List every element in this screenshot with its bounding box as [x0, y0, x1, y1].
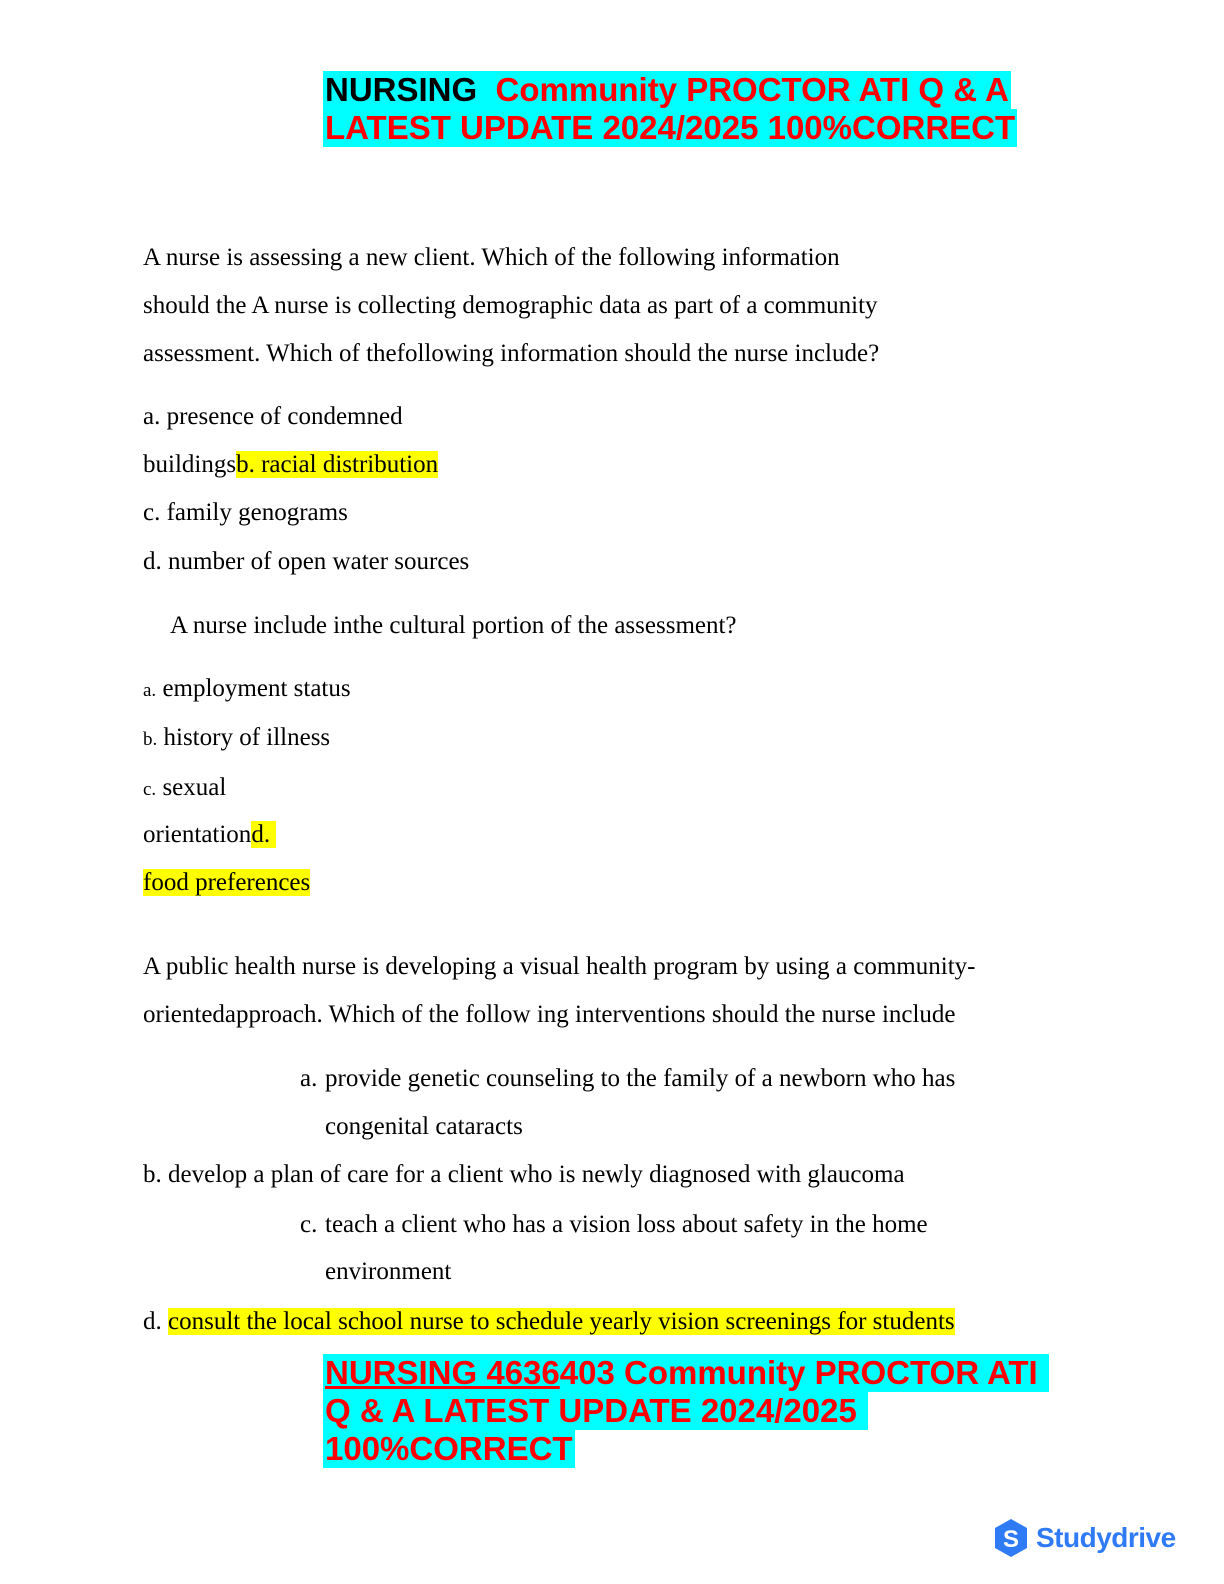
q1-line-3: assessment. Which of thefollowing information should the nurse include? [143, 340, 880, 367]
footer-title-line-3: 100%CORRECT [325, 1430, 573, 1467]
q3-option-a-line-1: provide genetic counseling to the family of a newborn who has [325, 1065, 956, 1092]
footer-title [323, 1354, 1049, 1468]
title-nursing: NURSING [325, 71, 478, 108]
footer-title-course-code: NURSING 4636 [325, 1354, 560, 1391]
q2-option-d-correct: food preferences [143, 869, 311, 896]
q2-option-c-letter: c. [143, 779, 157, 800]
q2-stem: A nurse include inthe cultural portion of the assessment? [170, 612, 737, 639]
document-title [323, 71, 1017, 147]
svg-text:S: S [1002, 1526, 1020, 1553]
q2-option-c-d-line [143, 820, 276, 850]
q3-option-a-letter: a. [300, 1065, 318, 1092]
q3-option-c-line-2: environment [325, 1258, 452, 1285]
q2-option-d-text [143, 868, 310, 898]
studydrive-logo-icon [992, 1518, 1030, 1558]
q2-option-a-text: employment status [156, 675, 351, 702]
title-course: Community PROCTOR ATI Q & A [495, 71, 1009, 108]
q1-option-a-cont: buildings [143, 451, 237, 478]
q1-option-d: d. number of open water sources [143, 548, 470, 575]
q2-option-c-text: sexual [156, 774, 227, 801]
q2-option-b-text: history of illness [157, 724, 331, 751]
studydrive-logo[interactable] [992, 1518, 1176, 1558]
title-update: LATEST UPDATE 2024/2025 100%CORRECT [325, 109, 1016, 146]
q2-option-d-letter-correct: d. [251, 821, 276, 848]
q3-option-b: b. develop a plan of care for a client who is newly diagnosed with glaucoma [143, 1161, 905, 1188]
q3-option-d-correct: consult the local school nurse to schedule yearly vision screenings for students [168, 1308, 955, 1335]
q1-option-c: c. family genograms [143, 499, 348, 526]
q3-option-d [143, 1307, 955, 1337]
q2-option-c-cont: orientation [143, 821, 252, 848]
q2-option-a-letter: a. [143, 680, 157, 701]
q3-option-d-letter: d. [143, 1308, 162, 1335]
footer-title-line-2: Q & A LATEST UPDATE 2024/2025 [323, 1392, 868, 1430]
q2-option-b [143, 723, 330, 755]
q1-option-a-b-line [143, 450, 438, 480]
q2-option-b-letter: b. [143, 729, 158, 750]
q1-line-1: A nurse is assessing a new client. Which of the following information [143, 244, 840, 271]
footer-title-line-1: 403 Community PROCTOR ATI [559, 1354, 1038, 1391]
q1-option-b-correct: b. racial distribution [236, 451, 439, 478]
q2-option-c [143, 773, 226, 805]
q1-option-a: a. presence of condemned [143, 403, 403, 430]
q3-option-a-line-2: congenital cataracts [325, 1113, 523, 1140]
q3-option-c-letter: c. [300, 1211, 318, 1238]
q3-line-1: A public health nurse is developing a visual health program by using a community- [143, 953, 976, 980]
studydrive-logo-text: Studydrive [1036, 1522, 1176, 1553]
q2-option-a [143, 674, 351, 706]
q3-line-2: orientedapproach. Which of the follow ing interventions should the nurse include [143, 1001, 956, 1028]
q1-line-2: should the A nurse is collecting demographic data as part of a community [143, 292, 878, 319]
q3-option-c-line-1: teach a client who has a vision loss about safety in the home [325, 1211, 928, 1238]
